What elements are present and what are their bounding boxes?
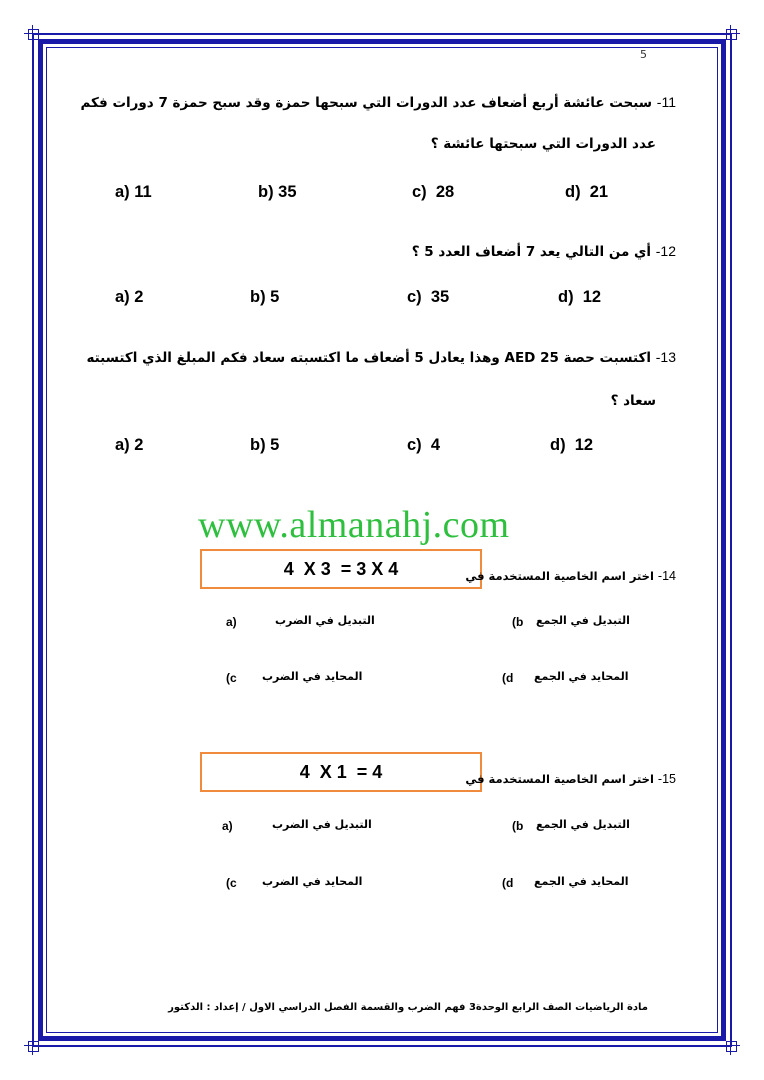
q14-equation-box: 4 X 3 = 3 X 4 (200, 549, 482, 589)
q13-option-c[interactable]: c) 4 (407, 436, 441, 454)
q15-number: 15- (657, 772, 676, 786)
q12-option-d[interactable]: d) 12 (558, 288, 602, 306)
q11-line1 (80, 94, 676, 111)
q13-text-line2: سعاد ؟ (610, 393, 656, 409)
q11-option-a[interactable]: a) 11 (115, 183, 152, 201)
q12-option-c[interactable]: c) 35 (407, 288, 450, 306)
q15-equation-box: 4 X 1 = 4 (200, 752, 482, 792)
q15-prompt: اختر اسم الخاصية المستخدمة في (465, 772, 654, 786)
corner-ornament-top-right (722, 25, 740, 43)
q12-number: 12- (655, 243, 676, 259)
q14-option-b-letter[interactable]: (b (512, 615, 524, 629)
q13-number: 13- (655, 349, 676, 365)
q15-option-a-letter[interactable]: a) (222, 819, 233, 833)
q13-line1 (86, 349, 676, 366)
q14-option-b-text[interactable]: التبديل في الجمع (536, 614, 630, 627)
q15-option-d-text[interactable]: المحايد في الجمع (534, 875, 629, 888)
q12-text-line1: أي من التالي يعد 7 أضعاف العدد 5 ؟ (411, 244, 652, 260)
q13-option-b[interactable]: b) 5 (250, 436, 280, 454)
q12-option-a[interactable]: a) 2 (115, 288, 144, 306)
q11-text-line2: عدد الدورات التي سبحتها عائشة ؟ (430, 136, 656, 152)
corner-ornament-bottom-right (722, 1037, 740, 1055)
q14-number: 14- (657, 569, 676, 583)
q14-option-c-text[interactable]: المحايد في الضرب (262, 670, 363, 683)
page-number: 5 (640, 48, 647, 61)
q14-option-c-letter[interactable]: (c (226, 671, 237, 685)
q14-prompt: اختر اسم الخاصية المستخدمة في (465, 569, 654, 583)
q14-option-d-text[interactable]: المحايد في الجمع (534, 670, 629, 683)
q15-option-c-text[interactable]: المحايد في الضرب (262, 875, 363, 888)
q15-option-b-text[interactable]: التبديل في الجمع (536, 818, 630, 831)
q11-text-line1: سبحت عائشة أربع أضعاف عدد الدورات التي سبحها حمزة وقد سبح حمزة 7 دورات فكم (80, 95, 653, 111)
q11-number: 11- (656, 94, 676, 110)
corner-ornament-top-left (24, 25, 42, 43)
q12-line1 (412, 243, 676, 260)
q15-option-d-letter[interactable]: (d (502, 876, 514, 890)
page-footer: مادة الرياضيات الصف الرابع الوحدة3 فهم الضرب والقسمة الفصل الدراسي الاول / إعداد : الدكتور (168, 1002, 648, 1013)
q12-option-b[interactable]: b) 5 (250, 288, 280, 306)
q15-line (465, 772, 676, 786)
q15-option-a-text[interactable]: التبديل في الضرب (272, 818, 372, 831)
corner-ornament-bottom-left (24, 1037, 42, 1055)
q13-text-line1: اكتسبت حصة 25 AED وهذا يعادل 5 أضعاف ما اكتسبته سعاد فكم المبلغ الذي اكتسبته (86, 350, 652, 366)
q15-option-c-letter[interactable]: (c (226, 876, 237, 890)
q11-option-b[interactable]: b) 35 (258, 183, 297, 201)
q13-option-a[interactable]: a) 2 (115, 436, 144, 454)
q14-option-d-letter[interactable]: (d (502, 671, 514, 685)
q14-line (465, 569, 676, 583)
q11-option-d[interactable]: d) 21 (565, 183, 609, 201)
q14-option-a-letter[interactable]: a) (226, 615, 237, 629)
q11-option-c[interactable]: c) 28 (412, 183, 455, 201)
watermark: www.almanahj.com (198, 504, 510, 546)
q15-option-b-letter[interactable]: (b (512, 819, 524, 833)
q14-option-a-text[interactable]: التبديل في الضرب (275, 614, 375, 627)
q13-option-d[interactable]: d) 12 (550, 436, 594, 454)
